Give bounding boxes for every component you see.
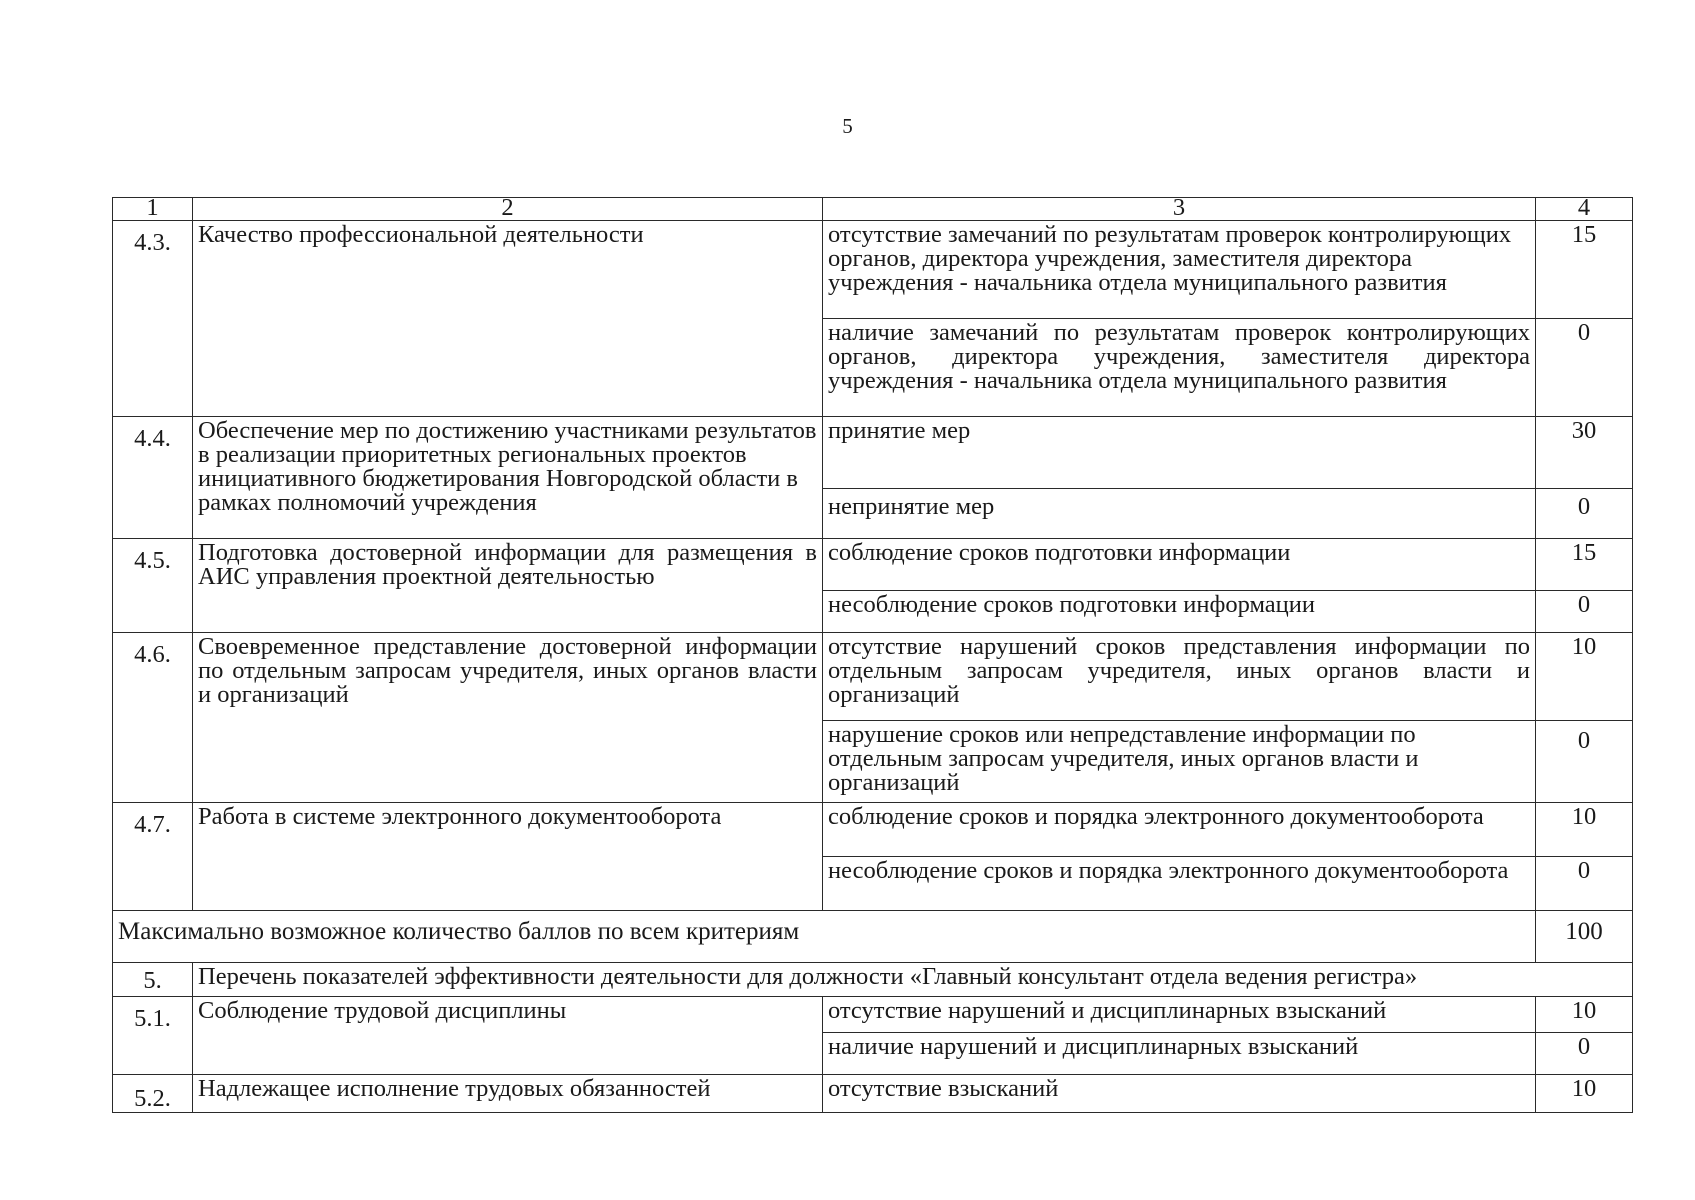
header-col-3: 3 [823, 198, 1536, 221]
points-value: 10 [1536, 1075, 1633, 1113]
points-value: 0 [1536, 591, 1633, 633]
condition-text: отсутствие взысканий [823, 1075, 1536, 1113]
condition-text: отсутствие замечаний по результатам проверок контролирующих органов, директора учреждения, заместителя директора учреждения - начальника отдела муниципального развития [823, 221, 1536, 319]
condition-text: наличие нарушений и дисциплинарных взысканий [823, 1033, 1536, 1075]
section-title: Перечень показателей эффективности деятельности для должности «Главный консультант отдела ведения регистра» [193, 963, 1633, 997]
row-number: 5.2. [113, 1075, 193, 1113]
condition-text: несоблюдение сроков и порядка электронного документооборота [823, 857, 1536, 911]
table-row [113, 417, 1633, 489]
header-col-1: 1 [113, 198, 193, 221]
criterion-text: Обеспечение мер по достижению участниками результатов в реализации приоритетных региональных проектов инициативного бюджетирования Новгородской области в рамках полномочий учреждения [193, 417, 823, 539]
condition-text: отсутствие нарушений сроков представления информации по отдельным запросам учредителя, иных органов власти и организаций [823, 633, 1536, 721]
points-value: 10 [1536, 803, 1633, 857]
row-number: 4.3. [113, 221, 193, 417]
section-row [113, 963, 1633, 997]
criterion-text: Качество профессиональной деятельности [193, 221, 823, 417]
points-value: 0 [1536, 857, 1633, 911]
table-row [113, 1075, 1633, 1113]
criteria-table [112, 197, 1633, 1113]
header-col-2: 2 [193, 198, 823, 221]
table-row [113, 997, 1633, 1033]
points-value: 0 [1536, 319, 1633, 417]
criterion-text: Своевременное представление достоверной информации по отдельным запросам учредителя, иных органов власти и организаций [193, 633, 823, 803]
header-col-4: 4 [1536, 198, 1633, 221]
section-number: 5. [113, 963, 193, 997]
condition-text: отсутствие нарушений и дисциплинарных взысканий [823, 997, 1536, 1033]
criterion-text: Надлежащее исполнение трудовых обязанностей [193, 1075, 823, 1113]
points-value: 15 [1536, 221, 1633, 319]
points-value: 10 [1536, 633, 1633, 721]
table-row [113, 539, 1633, 591]
total-points: 100 [1536, 911, 1633, 963]
condition-text: нарушение сроков или непредставление информации по отдельным запросам учредителя, иных органов власти и организаций [823, 721, 1536, 803]
row-number: 4.6. [113, 633, 193, 803]
page-number: 5 [842, 114, 853, 138]
row-number: 4.7. [113, 803, 193, 911]
criterion-text: Работа в системе электронного документооборота [193, 803, 823, 911]
condition-text: наличие замечаний по результатам проверок контролирующих органов, директора учреждения, заместителя директора учреждения - начальника отдела муниципального развития [823, 319, 1536, 417]
condition-text: непринятие мер [823, 489, 1536, 539]
condition-text: несоблюдение сроков подготовки информации [823, 591, 1536, 633]
condition-text: принятие мер [823, 417, 1536, 489]
table-header-row [113, 198, 1633, 221]
table-row [113, 633, 1633, 721]
criterion-text: Соблюдение трудовой дисциплины [193, 997, 823, 1075]
condition-text: соблюдение сроков и порядка электронного документооборота [823, 803, 1536, 857]
points-value: 0 [1536, 721, 1633, 803]
row-number: 5.1. [113, 997, 193, 1075]
row-number: 4.5. [113, 539, 193, 633]
points-value: 0 [1536, 1033, 1633, 1075]
total-label: Максимально возможное количество баллов по всем критериям [113, 911, 1536, 963]
condition-text: соблюдение сроков подготовки информации [823, 539, 1536, 591]
points-value: 30 [1536, 417, 1633, 489]
points-value: 10 [1536, 997, 1633, 1033]
table-row [113, 803, 1633, 857]
points-value: 15 [1536, 539, 1633, 591]
total-row [113, 911, 1633, 963]
points-value: 0 [1536, 489, 1633, 539]
row-number: 4.4. [113, 417, 193, 539]
table-row [113, 221, 1633, 319]
criterion-text: Подготовка достоверной информации для размещения в АИС управления проектной деятельностью [193, 539, 823, 633]
